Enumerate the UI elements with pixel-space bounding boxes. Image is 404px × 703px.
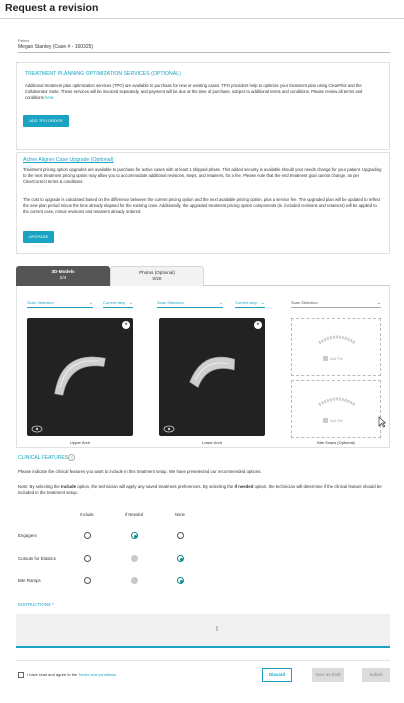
- lower-arch-caption: Lower Arch: [201, 440, 222, 445]
- tab-3d-models-label: 3D-Models: [51, 269, 75, 274]
- note-if-needed: If needed: [234, 484, 254, 489]
- upload-tabs: [16, 266, 390, 286]
- bite-scan-upload-1[interactable]: [291, 318, 381, 376]
- models-panel: [16, 286, 390, 448]
- chevron-down-icon: ⌄: [260, 300, 265, 306]
- lower-step-selection[interactable]: [235, 300, 265, 308]
- bite-scan-upload-2[interactable]: [291, 380, 381, 438]
- bite-scans-caption: Bite Scans (Optional): [317, 440, 355, 445]
- note-text-3: option, the technician will determine if the clinical feature should be included in the treatment setup.: [18, 484, 382, 495]
- cutouts-none-radio[interactable]: [177, 555, 184, 562]
- add-file-icon: [323, 356, 328, 361]
- chevron-down-icon: ⌄: [218, 300, 223, 306]
- instructions-label: INSTRUCTIONS *: [18, 602, 54, 607]
- note-include: Include: [61, 484, 77, 489]
- lower-scan-selection-label: Scan Selection: [157, 300, 184, 305]
- column-include: Include: [80, 512, 94, 517]
- note-text-1: Note: By selecting the: [18, 484, 60, 489]
- engagers-include-radio[interactable]: [84, 532, 91, 539]
- upper-arch-3d-model: [27, 318, 133, 436]
- terms-checkbox[interactable]: [18, 672, 24, 678]
- text-cursor-icon: I: [216, 626, 218, 633]
- patient-field: [18, 39, 390, 53]
- patient-label: Patient: [18, 39, 29, 43]
- patient-value: Megan Stanley (Case # - 160325): [18, 44, 94, 50]
- add-file-label: Add File: [330, 419, 343, 423]
- upper-step-selection[interactable]: [103, 300, 133, 308]
- bite-ramps-none-radio[interactable]: [177, 577, 184, 584]
- terms-link[interactable]: Terms and conditions.: [78, 672, 118, 677]
- patient-underline: [18, 52, 390, 53]
- rotate-3d-icon[interactable]: [163, 425, 175, 433]
- tab-photos-label: Photos (Optional): [139, 270, 175, 275]
- upgrade-paragraph-1: Treatment pricing option upgrades are available to purchase for active cases with at least 1 shipped phase. This added security is available should your needs change for your patient. Upgrading to the next treatment pricing option may allow you to accommodate additional revisions, steps, and retainers, for a fee. Please note that the end treatment goal cannot change, as per ClearCorrect terms & conditions.: [23, 167, 382, 185]
- bite-scan-selection-label: Scan Selection: [291, 300, 318, 305]
- footer-divider: [16, 660, 390, 661]
- upgrade-paragraph-2: The cost to upgrade is calculated based on the difference between the current pricing option and the next available pricing option, plus a service fee. The upgraded plan will be updated to reflect the new plan period minus the time already elapsed for the existing case. Additionally, the upgraded treatment pricing option components (ie. included revisions and retainers) will be applied to the current case, minus revisions and retainers already ordered.: [23, 197, 381, 215]
- terms-agreement-text: I have read and agree to the: [27, 672, 78, 677]
- bite-scan-selection[interactable]: [291, 300, 381, 308]
- mouse-pointer-icon: [378, 416, 386, 428]
- lower-step-selection-label: Current step: [235, 300, 258, 305]
- tpo-body: [25, 83, 381, 102]
- upgrade-title: Active Aligner Case Upgrade (Optional): [23, 157, 114, 163]
- upper-arch-caption: Upper Arch: [69, 440, 90, 445]
- lower-arch-viewer[interactable]: [159, 318, 265, 436]
- clinical-features-title: CLINICAL FEATURES: [18, 455, 69, 461]
- chevron-down-icon: ⌄: [376, 300, 381, 306]
- terms-agreement: [27, 672, 117, 677]
- upper-step-selection-label: Current step: [103, 300, 126, 305]
- lower-arch-3d-model: [159, 318, 265, 436]
- column-if-needed: If Needed: [124, 512, 144, 517]
- tpo-card: [16, 62, 390, 150]
- row-label-bite-ramps: Bite Ramps: [18, 578, 41, 583]
- engagers-if-needed-radio[interactable]: [131, 532, 138, 539]
- upgrade-button[interactable]: UPGRADE: [23, 231, 54, 243]
- tab-3d-models[interactable]: [16, 266, 110, 286]
- upgrade-card: [16, 152, 390, 254]
- page-title: Request a revision: [5, 2, 99, 14]
- remove-upper-close-icon[interactable]: ×: [122, 321, 130, 329]
- upper-scan-selection[interactable]: [27, 300, 93, 308]
- discard-button[interactable]: Discard: [262, 668, 292, 682]
- tab-photos-count: 0/20: [152, 276, 162, 281]
- upper-arch-viewer[interactable]: [27, 318, 133, 436]
- tab-photos[interactable]: [110, 266, 204, 286]
- upper-scan-selection-label: Scan Selection: [27, 300, 54, 305]
- instructions-textarea[interactable]: [16, 614, 390, 648]
- row-label-cutouts: Cutouts for Elastics: [18, 556, 56, 561]
- cutouts-include-radio[interactable]: [84, 555, 91, 562]
- teeth-placeholder-icon: [316, 333, 358, 349]
- teeth-placeholder-icon: [316, 395, 358, 411]
- tab-3d-models-count: 2/4: [59, 275, 67, 280]
- submit-button[interactable]: Submit: [362, 668, 390, 682]
- tpo-body-text: Additional treatment plan optimization services (TPO) are available to purchase for new or existing cases. TPO providers help to optimize your treatment plan using ClearPilot and the Collaborator Suite. These services will be invoiced separately, and payment will be due at the time of purchase, subject to additional terms and conditions. Please review all terms and conditions: [25, 83, 363, 101]
- add-file-icon: [323, 418, 328, 423]
- lower-scan-selection[interactable]: [157, 300, 223, 308]
- chevron-down-icon: ⌄: [128, 300, 133, 306]
- engagers-none-radio[interactable]: [177, 532, 184, 539]
- clinical-note: [18, 484, 390, 496]
- rotate-3d-icon[interactable]: [31, 425, 43, 433]
- remove-lower-close-icon[interactable]: ×: [254, 321, 262, 329]
- add-tpo-order-button[interactable]: ADD TPO ORDER: [23, 115, 69, 127]
- tpo-terms-link[interactable]: here.: [45, 95, 55, 101]
- bite-ramps-include-radio[interactable]: [84, 577, 91, 584]
- clinical-intro: Please indicate the clinical features you want to include in this treatment setup. We have preselected our recommended options.: [18, 469, 262, 474]
- tpo-title: TREATMENT PLANNING OPTIMIZATION SERVICES (OPTIONAL): [25, 71, 181, 77]
- bite-ramps-if-needed-radio[interactable]: [131, 577, 138, 584]
- info-icon[interactable]: ?: [68, 454, 75, 461]
- note-text-2: option, the technician will apply any saved treatment preferences. By selecting the: [77, 484, 234, 489]
- chevron-down-icon: ⌄: [88, 300, 93, 306]
- row-label-engagers: Engagers: [18, 533, 37, 538]
- title-divider: [0, 18, 404, 19]
- column-none: None: [174, 512, 185, 517]
- add-file-label: Add File: [330, 357, 343, 361]
- cutouts-if-needed-radio[interactable]: [131, 555, 138, 562]
- save-draft-button[interactable]: Save as Draft: [312, 668, 344, 682]
